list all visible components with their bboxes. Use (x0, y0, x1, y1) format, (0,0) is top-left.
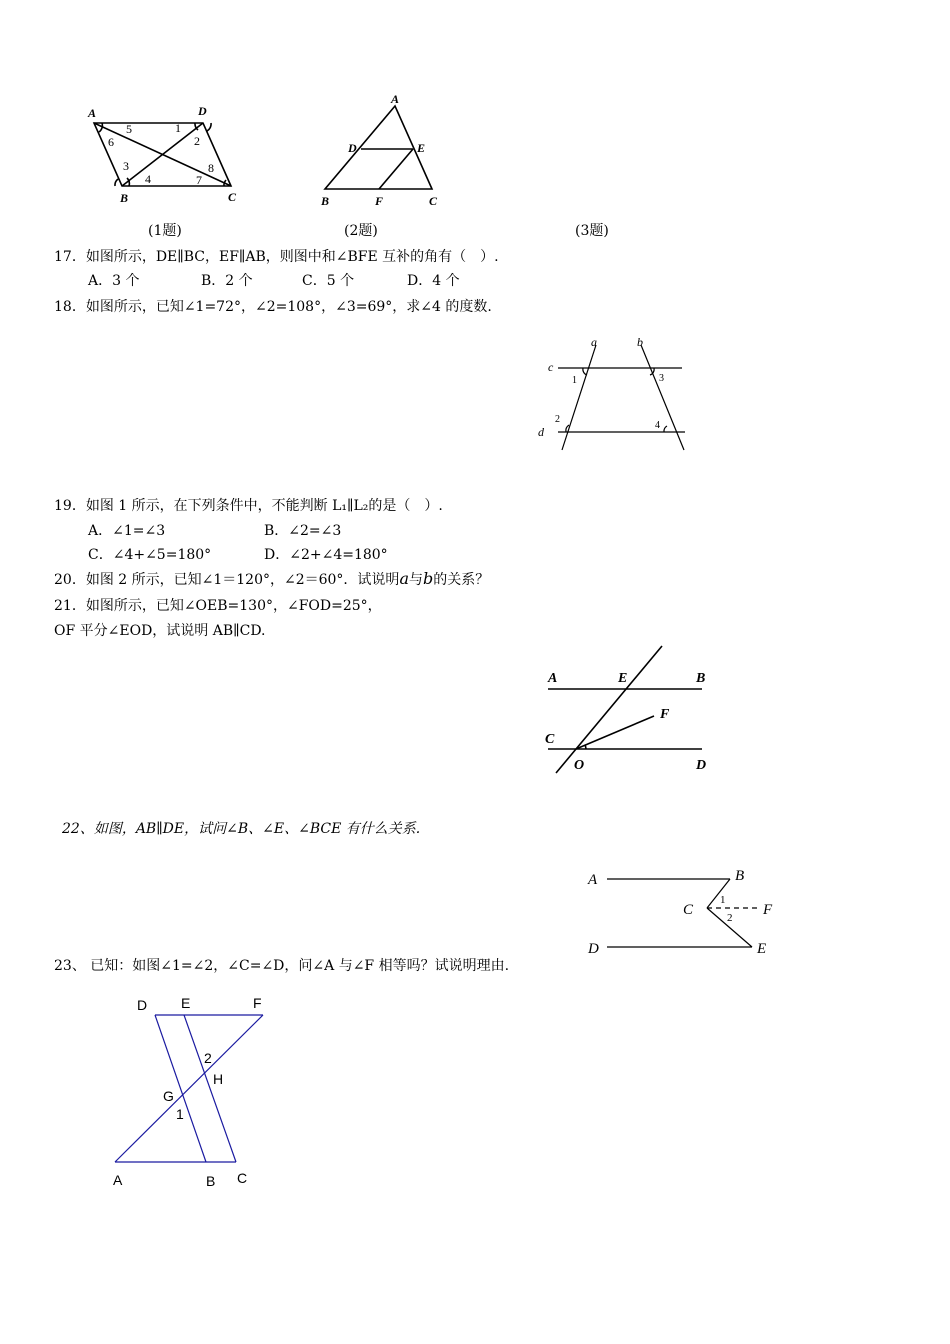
fig22-label-D: D (588, 941, 599, 957)
fig1-num-8: 8 (208, 161, 214, 175)
fig1-label-A: A (88, 106, 97, 120)
fig23-num-2: 2 (204, 1050, 212, 1066)
fig2-label-D: D (348, 141, 357, 155)
question-22: 22、如图，AB∥DE，试问∠B、∠E、∠BCE 有什么关系. (62, 821, 421, 837)
fig18-num-2: 2 (555, 414, 560, 425)
figure-q22-lines (580, 862, 780, 962)
fig22-num-2: 2 (727, 912, 733, 924)
question-21-line1: 21．如图所示，已知∠OEB=130°，∠FOD=25°， (54, 598, 382, 614)
q20-text-mid: 与 (408, 572, 423, 588)
fig21-label-C: C (545, 732, 555, 747)
fig22-label-B: B (735, 868, 745, 884)
fig18-label-d: d (538, 425, 544, 439)
fig22-label-F: F (763, 902, 773, 918)
figure-q23-lines (105, 995, 305, 1195)
fig2-label-E: E (417, 141, 426, 155)
q17-option-a: A．3 个 (88, 273, 140, 289)
fig21-label-E: E (618, 671, 628, 686)
q20-var-a: a (399, 569, 409, 588)
q19-option-d: D．∠2+∠4=180° (264, 547, 388, 563)
fig23-label-H: H (213, 1071, 224, 1087)
fig23-label-F: F (253, 995, 262, 1011)
fig1-label-D: D (198, 104, 207, 118)
fig18-label-a: a (591, 335, 597, 349)
fig1-label-B: B (120, 191, 129, 205)
question-18: 18．如图所示，已知∠1=72°，∠2=108°，∠3=69°，求∠4 的度数. (54, 299, 492, 315)
fig2-label-A: A (391, 92, 400, 106)
fig18-num-3: 3 (659, 373, 664, 384)
figure-q1-parallelogram (80, 100, 260, 210)
fig22-num-1: 1 (720, 894, 726, 906)
fig23-label-G: G (163, 1088, 174, 1104)
fig1-num-4: 4 (145, 172, 151, 186)
q19-option-a: A．∠1=∠3 (88, 523, 166, 539)
fig1-num-1: 1 (175, 121, 181, 135)
fig22-label-E: E (757, 941, 767, 957)
caption-q2: (2题) (344, 223, 378, 239)
fig18-label-b: b (637, 335, 643, 349)
caption-q3: (3题) (575, 223, 609, 239)
fig21-label-O: O (574, 758, 585, 773)
fig1-label-C: C (228, 190, 237, 204)
q20-var-b: b (422, 569, 434, 588)
fig18-label-c: c (548, 360, 554, 374)
fig2-label-C: C (429, 194, 438, 208)
fig21-label-D: D (696, 758, 707, 773)
fig18-num-4: 4 (655, 420, 660, 431)
q20-text-pre: 20．如图 2 所示，已知∠1＝120°，∠2＝60°．试说明 (54, 572, 400, 588)
fig2-label-B: B (321, 194, 330, 208)
fig21-label-F: F (660, 707, 670, 722)
fig1-num-2: 2 (194, 134, 200, 148)
fig23-label-D: D (137, 997, 148, 1013)
fig22-label-A: A (588, 872, 598, 888)
question-17: 17．如图所示，DE∥BC，EF∥AB，则图中和∠BFE 互补的角有（ ）. (54, 249, 499, 265)
caption-q1: (1题) (148, 223, 182, 239)
q17-option-b: B．2 个 (201, 273, 253, 289)
fig1-num-3: 3 (123, 159, 129, 173)
question-19: 19．如图 1 所示，在下列条件中，不能判断 L₁∥L₂的是（ ）. (54, 498, 443, 514)
figure-q18-lines (530, 330, 700, 460)
question-20 (54, 570, 489, 589)
fig21-label-B: B (696, 671, 706, 686)
fig2-label-F: F (375, 194, 384, 208)
fig1-num-6: 6 (108, 135, 114, 149)
fig23-label-E: E (181, 995, 191, 1011)
fig18-num-1: 1 (572, 375, 577, 386)
q17-option-c: C．5 个 (302, 273, 355, 289)
fig1-num-7: 7 (196, 173, 202, 187)
fig23-num-1: 1 (176, 1106, 184, 1122)
q17-option-d: D．4 个 (407, 273, 460, 289)
fig22-label-C: C (683, 902, 694, 918)
question-21-line2: OF 平分∠EOD，试说明 AB∥CD. (54, 623, 266, 639)
fig21-label-A: A (548, 671, 558, 686)
fig1-num-5: 5 (126, 122, 132, 136)
q20-text-post: 的关系？ (433, 572, 490, 588)
fig23-label-B: B (206, 1173, 216, 1189)
fig23-label-C: C (237, 1170, 248, 1186)
fig23-label-A: A (113, 1172, 123, 1188)
q19-option-b: B．∠2=∠3 (264, 523, 342, 539)
question-23: 23、 已知：如图∠1=∠2，∠C=∠D，问∠A 与∠F 相等吗？试说明理由. (54, 958, 510, 974)
figure-q2-triangle (315, 93, 455, 213)
q19-option-c: C．∠4+∠5=180° (88, 547, 212, 563)
figure-q21-lines (540, 642, 730, 777)
